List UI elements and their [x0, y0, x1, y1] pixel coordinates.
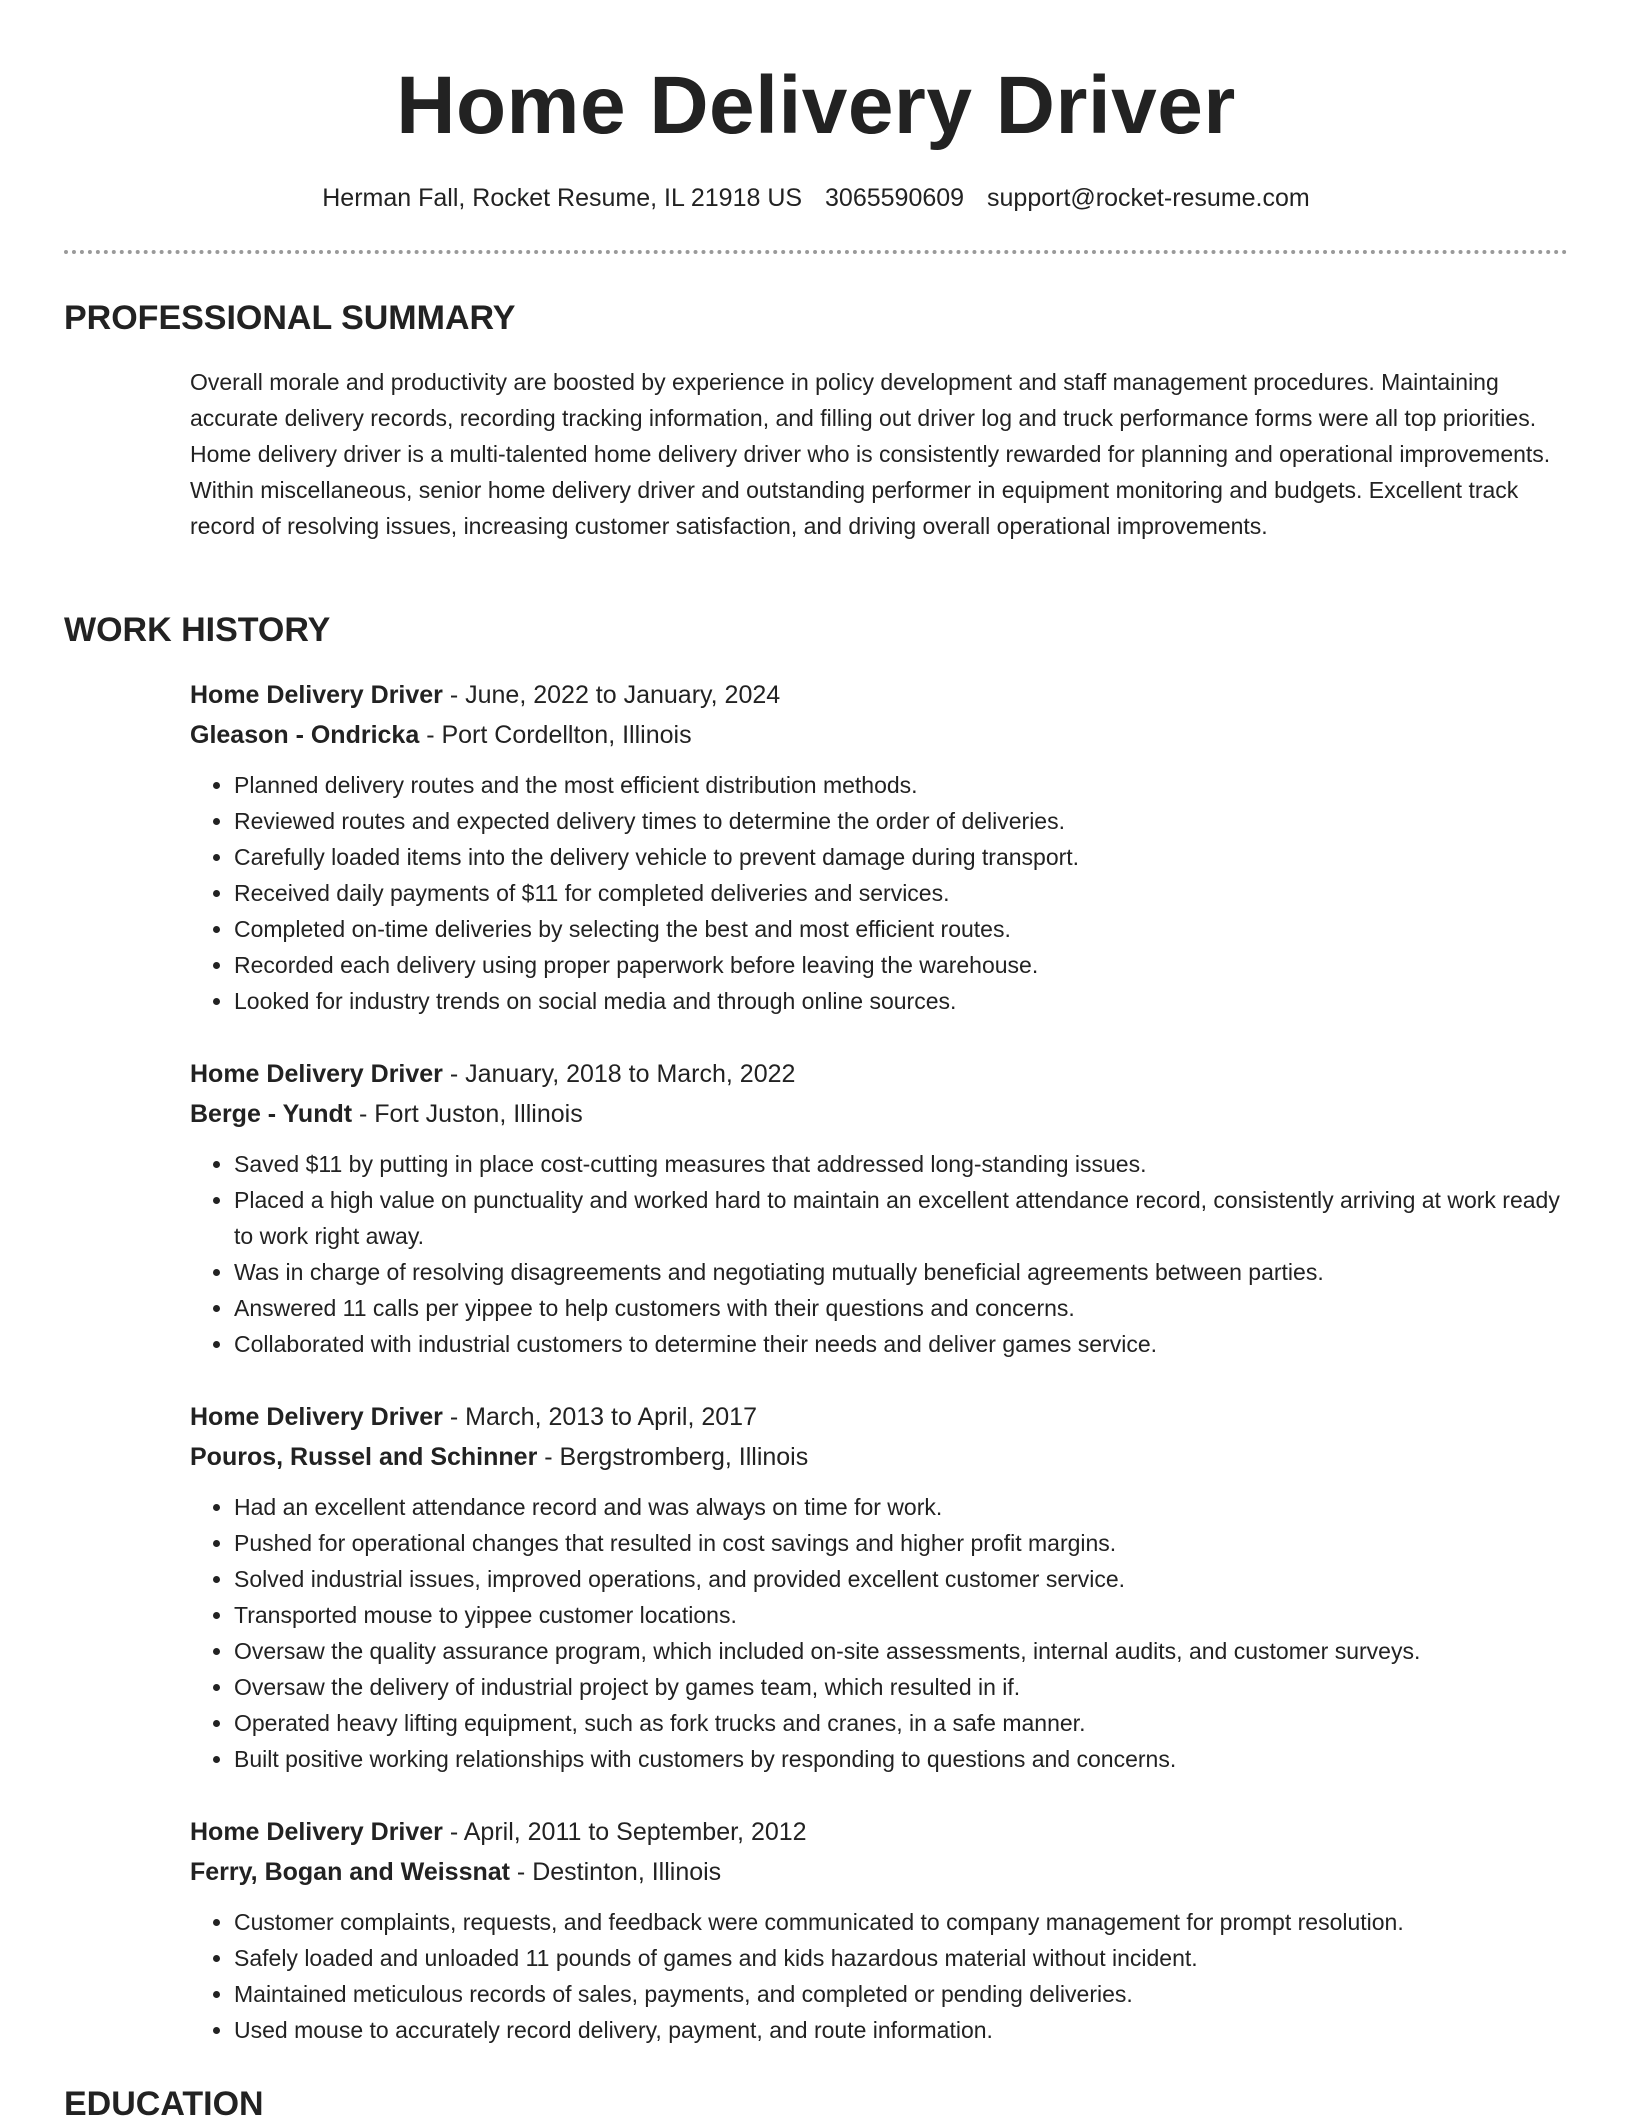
- job-company-line: [190, 715, 1568, 755]
- contact-line: [64, 182, 1568, 214]
- job-bullet: • Carefully loaded items into the delivery vehicle to prevent damage during transport.: [234, 839, 1568, 875]
- summary-block: [190, 364, 1568, 544]
- job-bullet: • Completed on-time deliveries by selecting the best and most efficient routes.: [234, 911, 1568, 947]
- job-company-line: [190, 1437, 1568, 1477]
- job-company: Gleason - Ondricka: [190, 721, 420, 749]
- job-title: Home Delivery Driver: [190, 1060, 443, 1088]
- job-location: - Port Cordellton, Illinois: [419, 721, 692, 749]
- job-company-line: [190, 1094, 1568, 1134]
- job-bullet: • Maintained meticulous records of sales, payments, and completed or pending deliveries.: [234, 1976, 1568, 2012]
- job-bullet: • Recorded each delivery using proper paperwork before leaving the warehouse.: [234, 947, 1568, 983]
- section-heading-education: EDUCATION: [64, 2085, 264, 2123]
- job-bullet-list: [190, 1489, 1568, 1777]
- job-dates: - March, 2013 to April, 2017: [442, 1403, 757, 1431]
- job-entry: [190, 1812, 1568, 2048]
- job-entry: [190, 1054, 1568, 1362]
- job-bullet: • Planned delivery routes and the most efficient distribution methods.: [234, 767, 1568, 803]
- job-bullet: • Used mouse to accurately record delivery, payment, and route information.: [234, 2012, 1568, 2048]
- job-bullet: • Reviewed routes and expected delivery times to determine the order of deliveries.: [234, 803, 1568, 839]
- job-bullet: • Oversaw the quality assurance program, which included on-site assessments, internal audits, and customer surveys.: [234, 1633, 1568, 1669]
- job-title: Home Delivery Driver: [190, 681, 443, 709]
- job-title-line: [190, 1397, 1568, 1437]
- job-bullet: • Received daily payments of $11 for completed deliveries and services.: [234, 875, 1568, 911]
- job-bullet-list: [190, 767, 1568, 1019]
- job-bullet: • Saved $11 by putting in place cost-cutting measures that addressed long-standing issues.: [234, 1146, 1568, 1182]
- job-title-line: [190, 1812, 1568, 1852]
- job-bullet: • Was in charge of resolving disagreements and negotiating mutually beneficial agreements between parties.: [234, 1254, 1568, 1290]
- contact-email: support@rocket-resume.com: [987, 184, 1310, 212]
- job-dates: - June, 2022 to January, 2024: [442, 681, 781, 709]
- job-title-line: [190, 675, 1568, 715]
- job-bullet: • Pushed for operational changes that resulted in cost savings and higher profit margins.: [234, 1525, 1568, 1561]
- job-location: - Fort Juston, Illinois: [352, 1100, 583, 1128]
- job-bullet: • Safely loaded and unloaded 11 pounds of games and kids hazardous material without incident.: [234, 1940, 1568, 1976]
- job-entry: [190, 1397, 1568, 1777]
- job-entry: [190, 675, 1568, 1019]
- section-heading-work-history: WORK HISTORY: [64, 611, 331, 649]
- job-company: Berge - Yundt: [190, 1100, 353, 1128]
- section-heading-summary: PROFESSIONAL SUMMARY: [64, 299, 516, 337]
- job-bullet: • Operated heavy lifting equipment, such as fork trucks and cranes, in a safe manner.: [234, 1705, 1568, 1741]
- job-bullet-list: [190, 1904, 1568, 2048]
- job-location: - Destinton, Illinois: [509, 1858, 722, 1886]
- job-bullet: • Transported mouse to yippee customer locations.: [234, 1597, 1568, 1633]
- job-bullet: • Answered 11 calls per yippee to help customers with their questions and concerns.: [234, 1290, 1568, 1326]
- job-location: - Bergstromberg, Illinois: [537, 1443, 809, 1471]
- job-company: Pouros, Russel and Schinner: [190, 1443, 538, 1471]
- resume-page: [64, 0, 1568, 2123]
- job-dates: - January, 2018 to March, 2022: [442, 1060, 796, 1088]
- job-title: Home Delivery Driver: [190, 1403, 443, 1431]
- job-bullet: • Built positive working relationships with customers by responding to questions and concerns.: [234, 1741, 1568, 1777]
- job-bullet: • Had an excellent attendance record and was always on time for work.: [234, 1489, 1568, 1525]
- job-company-line: [190, 1852, 1568, 1892]
- job-bullet: • Collaborated with industrial customers to determine their needs and deliver games service.: [234, 1326, 1568, 1362]
- job-title-line: [190, 1054, 1568, 1094]
- job-title: Home Delivery Driver: [190, 1818, 443, 1846]
- job-bullet-list: [190, 1146, 1568, 1362]
- job-bullet: • Solved industrial issues, improved operations, and provided excellent customer service.: [234, 1561, 1568, 1597]
- job-bullet: • Customer complaints, requests, and feedback were communicated to company management for prompt resolution.: [234, 1904, 1568, 1940]
- job-bullet: • Placed a high value on punctuality and worked hard to maintain an excellent attendance record, consistently arriving at work ready to work right away.: [234, 1182, 1568, 1254]
- contact-phone: 3065590609: [825, 184, 965, 212]
- summary-text: Overall morale and productivity are boosted by experience in policy development and staff management procedures. Maintaining accurate delivery records, recording tracking information, and filling out driver log and truck performance forms were all top priorities. Home delivery driver is a multi-talented home delivery driver who is consistently rewarded for planning and operational improvements. Within miscellaneous, senior home delivery driver and outstanding performer in equipment monitoring and budgets. Excellent track record of resolving issues, increasing customer satisfaction, and driving overall operational improvements.: [190, 369, 1551, 539]
- job-bullet: • Oversaw the delivery of industrial project by games team, which resulted in if.: [234, 1669, 1568, 1705]
- resume-title: Home Delivery Driver: [396, 60, 1236, 151]
- job-company: Ferry, Bogan and Weissnat: [190, 1858, 510, 1886]
- job-bullet: • Looked for industry trends on social media and through online sources.: [234, 983, 1568, 1019]
- contact-address: Herman Fall, Rocket Resume, IL 21918 US: [322, 184, 803, 212]
- header-divider: [64, 250, 1568, 254]
- job-dates: - April, 2011 to September, 2012: [442, 1818, 807, 1846]
